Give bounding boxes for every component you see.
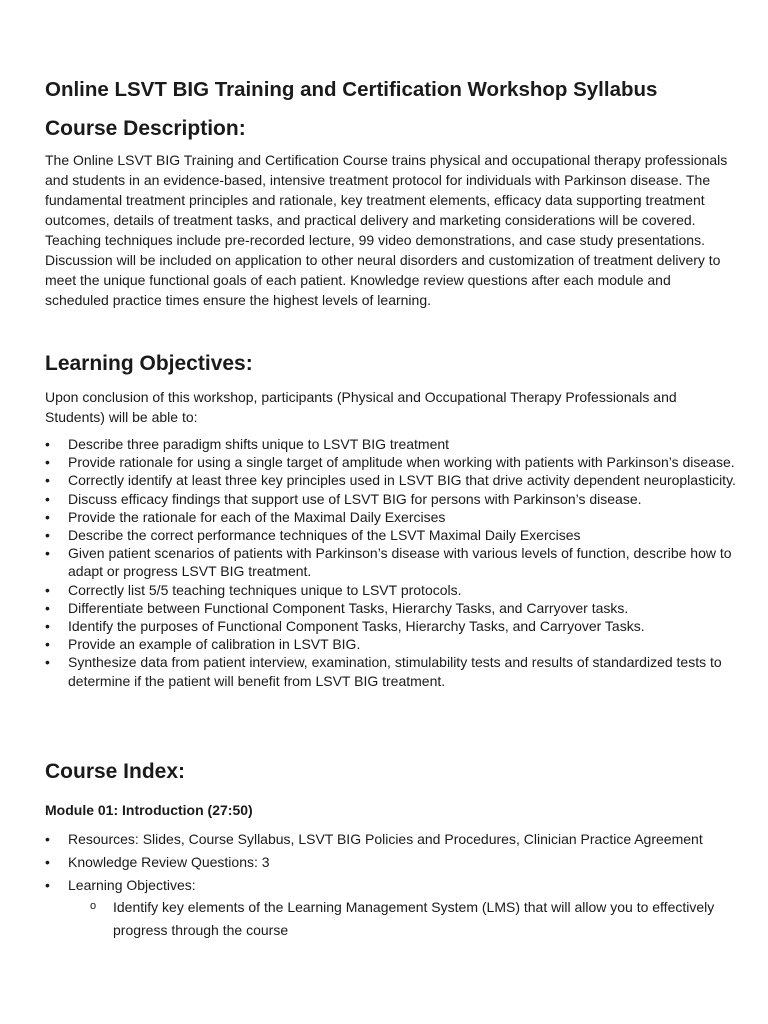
list-item: • Given patient scenarios of patients with Parkinson’s disease with various levels of function, describe how to adapt or progress LSVT BIG treatment. (45, 544, 738, 580)
list-item: • Describe the correct performance techniques of the LSVT Maximal Daily Exercises (45, 526, 738, 544)
sub-list-item: o Identify key elements of the Learning Management System (LMS) that will allow you to effectively progress through the course (68, 896, 738, 941)
learning-objectives-heading: Learning Objectives: (45, 352, 253, 375)
module-title: Module 01: Introduction (27:50) (45, 802, 253, 818)
list-item: • Correctly identify at least three key principles used in LSVT BIG that drive activity dependent neuroplasticity. (45, 471, 738, 489)
course-index-heading: Course Index: (45, 760, 186, 783)
document-title: Online LSVT BIG Training and Certification Workshop Syllabus (45, 78, 658, 101)
list-item: • Discuss efficacy findings that support use of LSVT BIG for persons with Parkinson’s disease. (45, 490, 738, 508)
course-description-heading: Course Description: (45, 117, 246, 140)
module-details-list (45, 828, 738, 942)
list-item: • Provide an example of calibration in LSVT BIG. (45, 635, 738, 653)
list-item: • Describe three paradigm shifts unique to LSVT BIG treatment (45, 435, 738, 453)
list-item: • Correctly list 5/5 teaching techniques unique to LSVT protocols. (45, 581, 738, 599)
learning-objectives-sublist (68, 896, 738, 941)
list-item: • Synthesize data from patient interview, examination, stimulability tests and results of standardized tests to determine if the patient will benefit from LSVT BIG treatment. (45, 653, 738, 689)
list-item: • Identify the purposes of Functional Component Tasks, Hierarchy Tasks, and Carryover Tasks. (45, 617, 738, 635)
list-item: • Knowledge Review Questions: 3 (45, 851, 738, 873)
list-item-label: Learning Objectives: (68, 877, 196, 893)
list-item: • Provide rationale for using a single target of amplitude when working with patients with Parkinson’s disease. (45, 453, 738, 471)
course-description-text: The Online LSVT BIG Training and Certification Course trains physical and occupational therapy professionals and students in an evidence-based, intensive treatment protocol for individuals with Parkinson disease. The fundamental treatment principles and rationale, key treatment elements, efficacy data supporting treatment outcomes, details of treatment tasks, and practical delivery and marketing considerations will be covered. Teaching techniques include pre-recorded lecture, 99 video demonstrations, and case study presentations. Discussion will be included on application to other neural disorders and customization of treatment delivery to meet the unique functional goals of each patient. Knowledge review questions after each module and scheduled practice times ensure the highest levels of learning. (45, 152, 728, 308)
list-item: • Provide the rationale for each of the Maximal Daily Exercises (45, 508, 738, 526)
list-item: • Resources: Slides, Course Syllabus, LSVT BIG Policies and Procedures, Clinician Practice Agreement (45, 828, 738, 850)
learning-objectives-intro: Upon conclusion of this workshop, participants (Physical and Occupational Therapy Professionals and Students) will be able to: (45, 389, 677, 425)
list-item: • Differentiate between Functional Component Tasks, Hierarchy Tasks, and Carryover tasks. (45, 599, 738, 617)
learning-objectives-list (45, 435, 738, 690)
list-item (45, 874, 738, 941)
